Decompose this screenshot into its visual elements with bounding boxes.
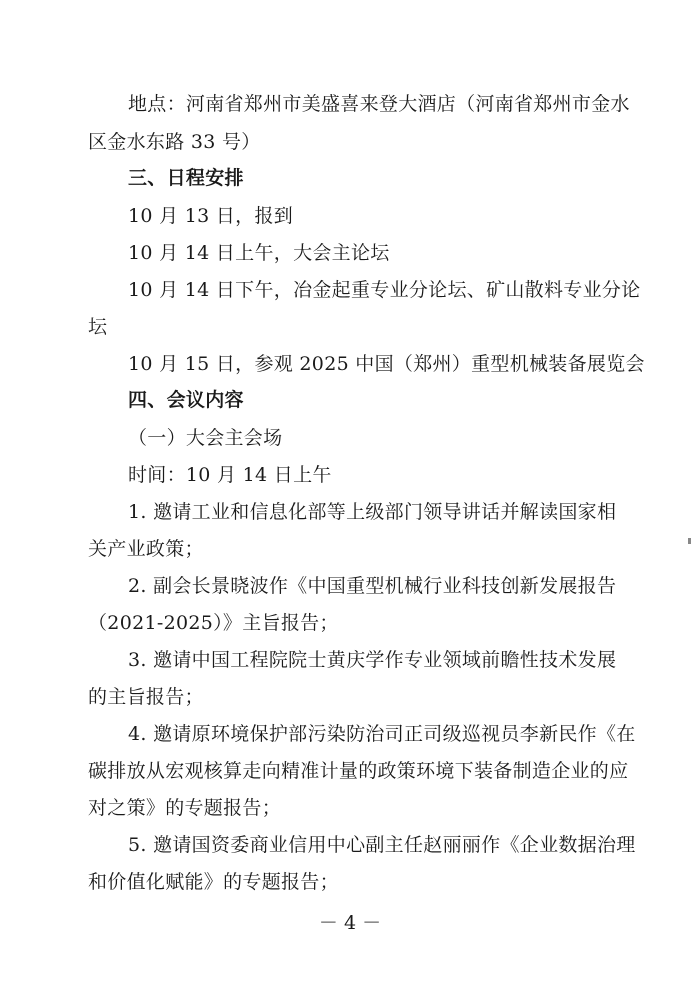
schedule-item: 10 月 13 日，报到	[128, 205, 294, 227]
agenda-item-3: 3. 邀请中国工程院院士黄庆学作专业领域前瞻性技术发展	[128, 649, 617, 671]
scan-speck	[688, 538, 691, 544]
location-line-2: 区金水东路 33 号）	[88, 131, 261, 153]
agenda-item-5-continued: 和价值化赋能》的专题报告；	[88, 871, 339, 893]
agenda-item-4-continued: 碳排放从宏观核算走向精准计量的政策环境下装备制造企业的应	[88, 760, 629, 782]
agenda-item-2-continued: （2021-2025）》主旨报告；	[88, 612, 339, 634]
section-3-heading: 三、日程安排	[128, 167, 244, 189]
location-line-1: 地点：河南省郑州市美盛喜来登大酒店（河南省郑州市金水	[128, 93, 630, 115]
agenda-item-1: 1. 邀请工业和信息化部等上级部门领导讲话并解读国家相	[128, 501, 617, 523]
section-4-heading: 四、会议内容	[128, 389, 244, 411]
agenda-item-1-continued: 关产业政策；	[88, 538, 204, 560]
agenda-item-3-continued: 的主旨报告；	[88, 686, 204, 708]
schedule-item: 10 月 14 日上午，大会主论坛	[128, 242, 390, 264]
agenda-item-4-continued: 对之策》的专题报告；	[88, 797, 282, 819]
time-line: 时间：10 月 14 日上午	[128, 464, 332, 486]
agenda-item-2: 2. 副会长景晓波作《中国重型机械行业科技创新发展报告	[128, 575, 617, 597]
page-number: － 4 －	[318, 912, 382, 934]
schedule-item: 10 月 14 日下午，冶金起重专业分论坛、矿山散料专业分论	[128, 279, 641, 301]
agenda-item-5: 5. 邀请国资委商业信用中心副主任赵丽丽作《企业数据治理	[128, 834, 636, 856]
subsection-1-heading: （一）大会主会场	[128, 427, 283, 449]
schedule-item: 10 月 15 日，参观 2025 中国（郑州）重型机械装备展览会	[128, 353, 645, 375]
agenda-item-4: 4. 邀请原环境保护部污染防治司正司级巡视员李新民作《在	[128, 723, 636, 745]
schedule-item-continued: 坛	[88, 316, 108, 338]
